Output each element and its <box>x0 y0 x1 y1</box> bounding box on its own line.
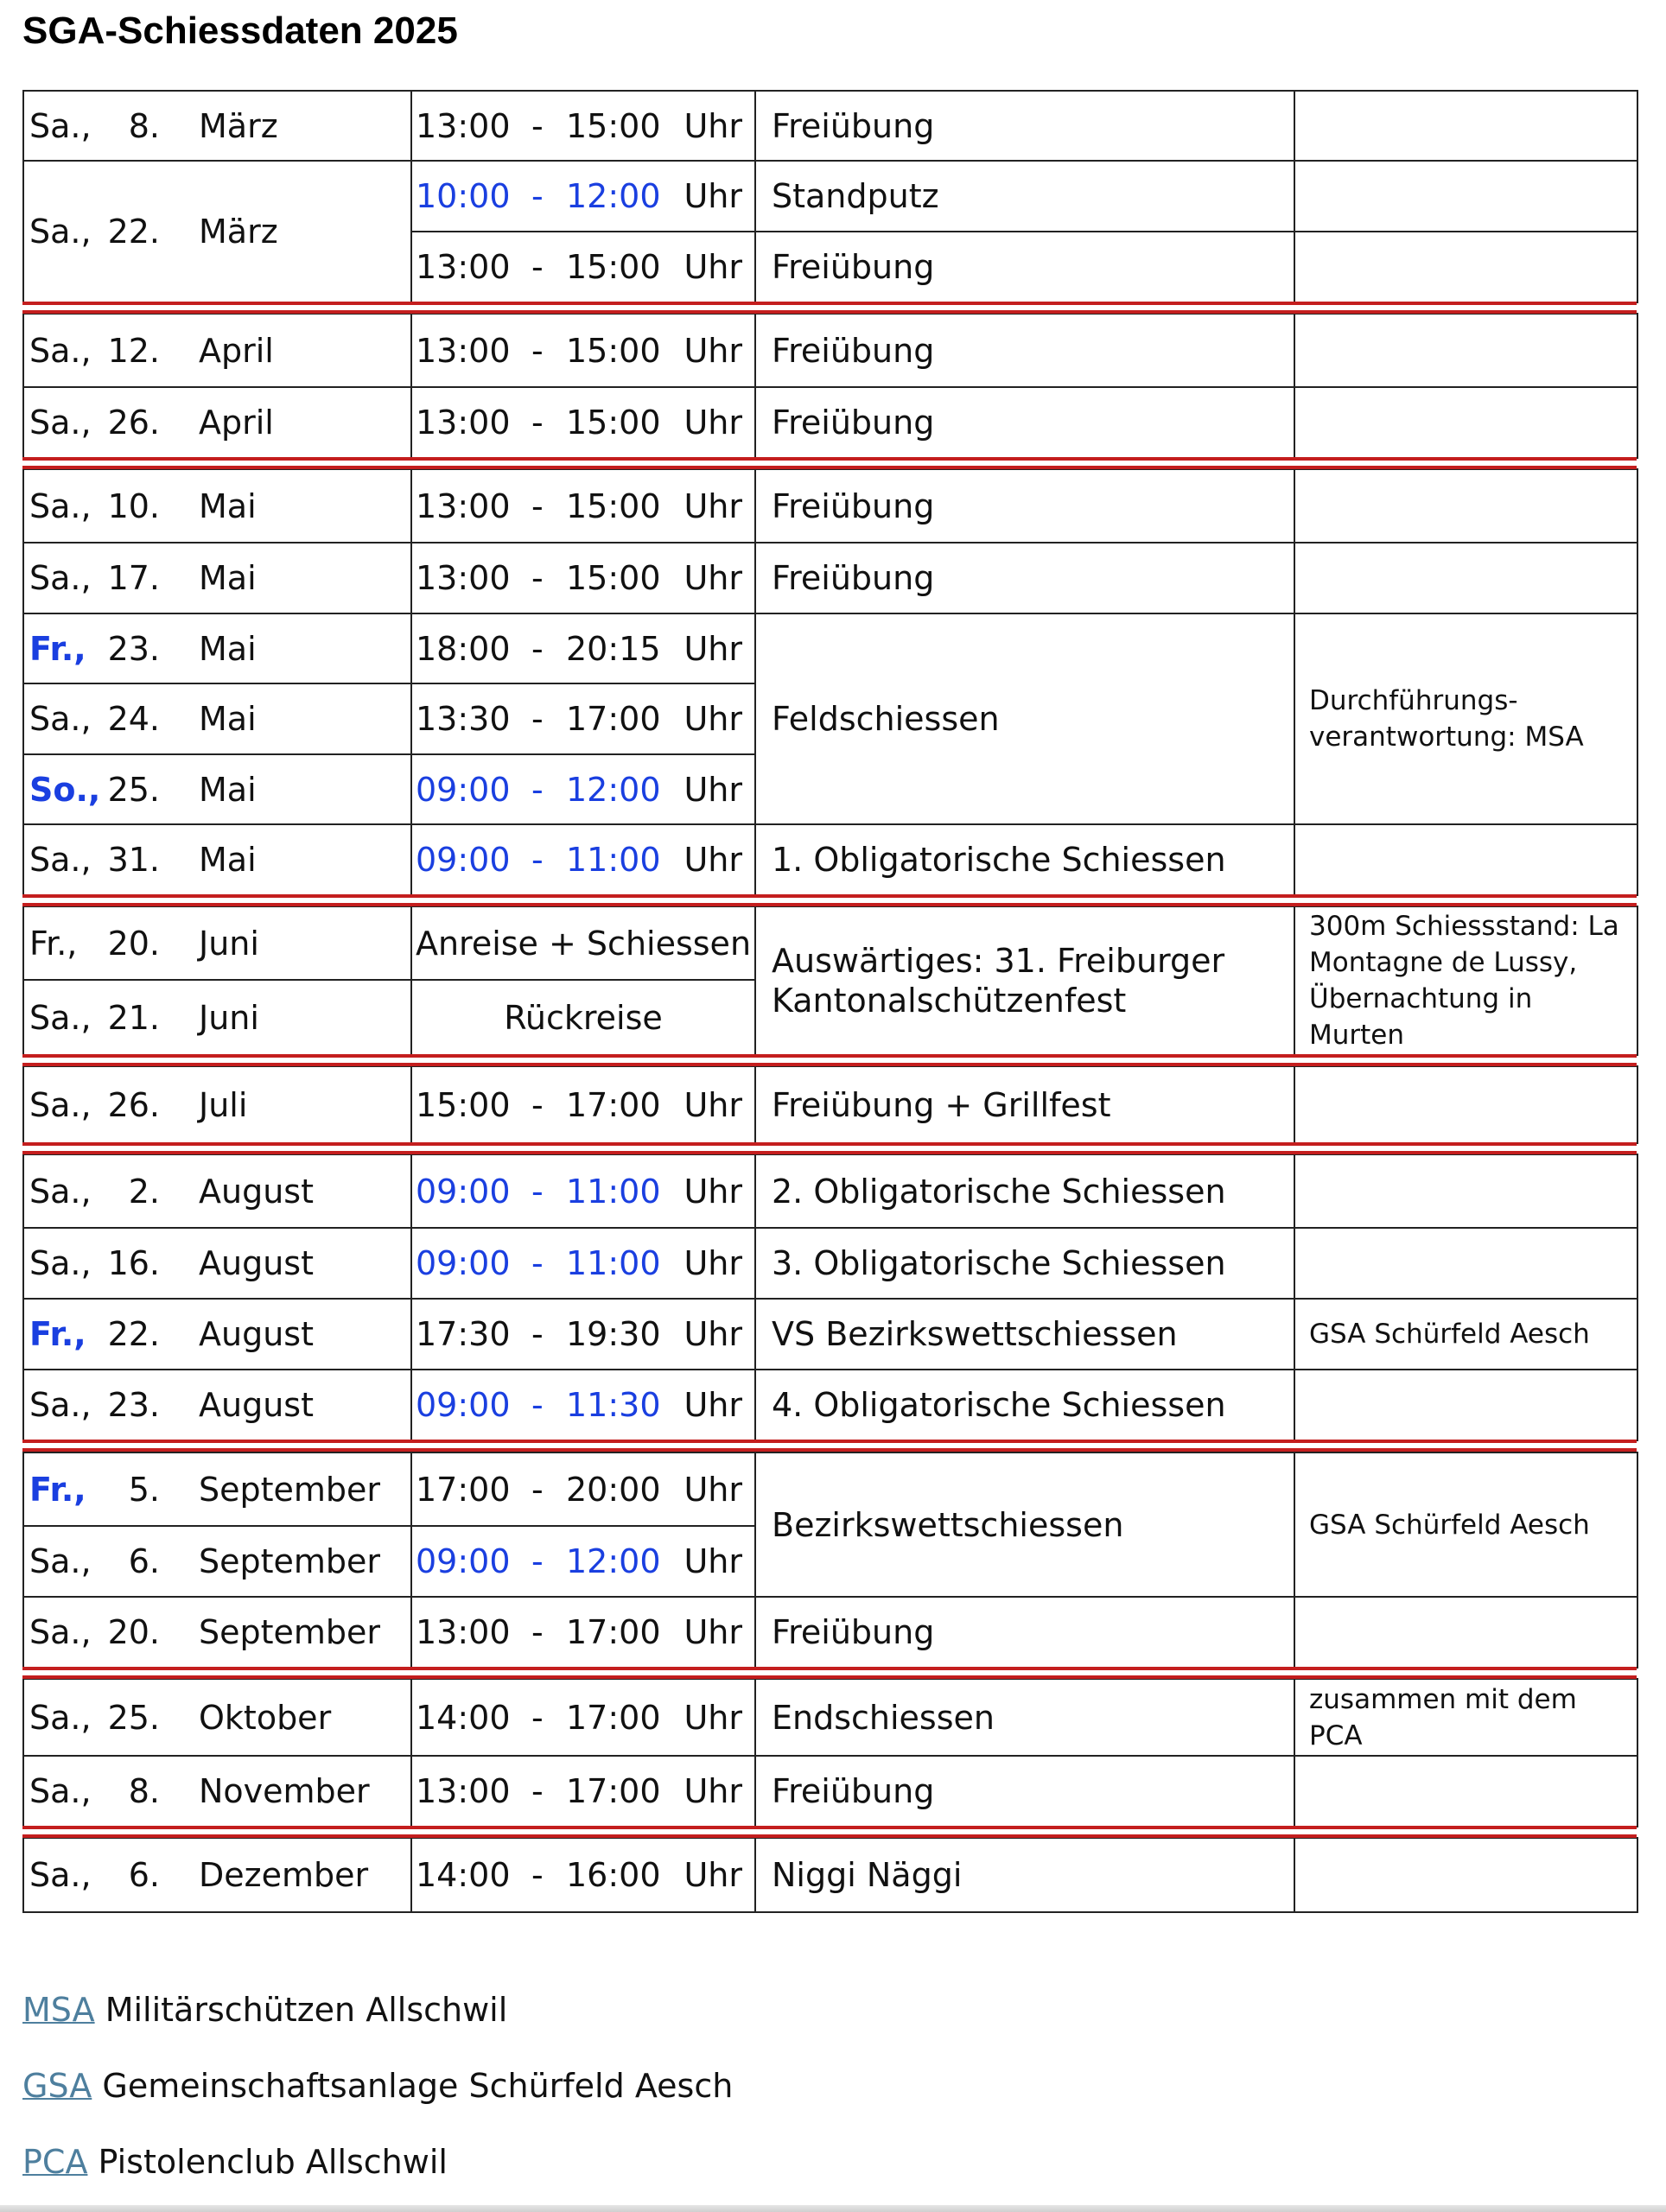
date-day: 22. <box>107 1315 160 1353</box>
date-day: 8. <box>128 1772 160 1810</box>
date-month: August <box>199 1315 314 1353</box>
time-dash: - <box>531 106 544 145</box>
date-month: Oktober <box>199 1698 332 1737</box>
table-row-11-event: Auswärtiges: 31. Freiburger Kantonalschützenfest <box>754 906 1295 1056</box>
time-end: 17:00 <box>566 700 661 738</box>
date-weekday: Fr., <box>29 1470 86 1509</box>
table-row-16-time <box>410 1298 756 1370</box>
table-row-18-note: GSA Schürfeld Aesch <box>1294 1452 1638 1598</box>
time-end: 17:00 <box>566 1085 661 1124</box>
time-start: 13:00 <box>416 1613 511 1651</box>
time-dash: - <box>531 1470 544 1509</box>
time-unit: Uhr <box>684 841 742 879</box>
date-month: September <box>199 1470 381 1509</box>
table-row-9-time <box>410 753 756 825</box>
table-row-12-time <box>410 979 756 1056</box>
table-row-2-note <box>1294 231 1638 303</box>
date-weekday: So., <box>29 770 101 809</box>
date-day: 20. <box>107 924 160 963</box>
date-month: April <box>199 404 274 442</box>
table-row-1-event: Standputz <box>754 160 1295 232</box>
table-row-12-date <box>22 979 412 1056</box>
table-row-20-event: Freiübung <box>754 1596 1295 1669</box>
table-row-6-note <box>1294 542 1638 614</box>
time-dash: - <box>531 1542 544 1580</box>
table-row-5-time <box>410 468 756 543</box>
time-start: 18:00 <box>416 629 511 668</box>
table-row-23-event: Niggi Näggi <box>754 1837 1295 1913</box>
time-end: 11:00 <box>566 841 661 879</box>
table-row-17-event: 4. Obligatorische Schiessen <box>754 1369 1295 1441</box>
time-start: 13:00 <box>416 106 511 145</box>
table-row-1-time <box>410 160 756 232</box>
table-row-9-date <box>22 753 412 825</box>
time-dash: - <box>531 1172 544 1211</box>
time-start: 13:00 <box>416 331 511 370</box>
time-unit: Uhr <box>684 1856 742 1894</box>
legend-text-gsa: Gemeinschaftsanlage Schürfeld Aesch <box>102 2067 734 2105</box>
time-end: 15:00 <box>566 248 661 286</box>
time-end: 12:00 <box>566 1542 661 1580</box>
month-separator-7 <box>22 1826 1637 1838</box>
time-dash: - <box>531 1386 544 1424</box>
table-row-0-date <box>22 90 412 162</box>
legend-item-pca <box>22 2141 448 2183</box>
date-weekday: Sa., <box>29 106 92 145</box>
table-row-13-date <box>22 1065 412 1144</box>
time-end: 12:00 <box>566 770 661 809</box>
date-month: März <box>199 213 278 251</box>
time-dash: - <box>531 331 544 370</box>
date-day: 26. <box>107 1085 160 1124</box>
table-row-20-time <box>410 1596 756 1669</box>
date-weekday: Sa., <box>29 700 92 738</box>
time-end: 12:00 <box>566 177 661 215</box>
month-separator-1 <box>22 457 1637 469</box>
date-day: 17. <box>107 559 160 597</box>
time-dash: - <box>531 1244 544 1282</box>
table-row-13-note <box>1294 1065 1638 1144</box>
table-row-0-note <box>1294 90 1638 162</box>
month-separator-4 <box>22 1142 1637 1154</box>
date-month: Mai <box>199 486 257 525</box>
date-day: 5. <box>128 1470 160 1509</box>
month-separator-5 <box>22 1440 1637 1452</box>
date-month: August <box>199 1244 314 1282</box>
date-day: 10. <box>107 486 160 525</box>
table-row-14-event: 2. Obligatorische Schiessen <box>754 1154 1295 1229</box>
table-row-4-time <box>410 386 756 459</box>
page-bottom-edge <box>0 2205 1666 2212</box>
date-weekday: Sa., <box>29 1856 92 1894</box>
month-separator-2 <box>22 894 1637 906</box>
time-dash: - <box>531 559 544 597</box>
time-start: 13:00 <box>416 486 511 525</box>
table-row-15-time <box>410 1227 756 1300</box>
date-month: Juni <box>199 998 259 1037</box>
time-start: 09:00 <box>416 1244 511 1282</box>
month-separator-3 <box>22 1054 1637 1066</box>
legend-item-gsa <box>22 2065 733 2107</box>
date-day: 12. <box>107 331 160 370</box>
table-row-23-note <box>1294 1837 1638 1913</box>
table-row-15-date <box>22 1227 412 1300</box>
legend-item-msa <box>22 1989 507 2031</box>
table-row-11-date <box>22 906 412 981</box>
time-dash: - <box>531 1698 544 1737</box>
table-row-14-time <box>410 1154 756 1229</box>
time-start: 14:00 <box>416 1698 511 1737</box>
table-row-14-note <box>1294 1154 1638 1229</box>
time-end: 15:00 <box>566 404 661 442</box>
date-weekday: Sa., <box>29 559 92 597</box>
table-row-10-time <box>410 823 756 896</box>
table-row-3-time <box>410 313 756 388</box>
table-row-13-event: Freiübung + Grillfest <box>754 1065 1295 1144</box>
time-dash: - <box>531 404 544 442</box>
table-row-19-date <box>22 1525 412 1598</box>
table-row-6-date <box>22 542 412 614</box>
time-unit: Uhr <box>684 1085 742 1124</box>
time-end: 11:00 <box>566 1244 661 1282</box>
time-end: 15:00 <box>566 331 661 370</box>
table-row-22-time <box>410 1755 756 1827</box>
time-unit: Uhr <box>684 629 742 668</box>
table-row-22-note <box>1294 1755 1638 1827</box>
time-start: 15:00 <box>416 1085 511 1124</box>
table-row-7-event: Feldschiessen <box>754 613 1295 825</box>
table-row-18-date <box>22 1452 412 1527</box>
time-start: 09:00 <box>416 1172 511 1211</box>
time-start: 10:00 <box>416 177 511 215</box>
time-unit: Uhr <box>684 404 742 442</box>
date-weekday: Sa., <box>29 213 92 251</box>
table-row-16-event: VS Bezirkswettschiessen <box>754 1298 1295 1370</box>
table-row-3-date <box>22 313 412 388</box>
date-month: Mai <box>199 629 257 668</box>
time-dash: - <box>531 1613 544 1651</box>
date-weekday: Sa., <box>29 998 92 1037</box>
table-row-10-event: 1. Obligatorische Schiessen <box>754 823 1295 896</box>
date-day: 20. <box>107 1613 160 1651</box>
time-dash: - <box>531 1856 544 1894</box>
time-dash: - <box>531 841 544 879</box>
time-end: 19:30 <box>566 1315 661 1353</box>
month-separator-6 <box>22 1667 1637 1679</box>
date-weekday: Fr., <box>29 924 78 963</box>
time-start: 13:00 <box>416 1772 511 1810</box>
date-day: 23. <box>107 1386 160 1424</box>
time-dash: - <box>531 177 544 215</box>
date-day: 25. <box>107 1698 160 1737</box>
time-start: 09:00 <box>416 1386 511 1424</box>
table-row-22-event: Freiübung <box>754 1755 1295 1827</box>
date-weekday: Sa., <box>29 486 92 525</box>
date-month: Mai <box>199 700 257 738</box>
date-weekday: Sa., <box>29 1613 92 1651</box>
time-start: 17:30 <box>416 1315 511 1353</box>
date-month: August <box>199 1386 314 1424</box>
table-row-18-event: Bezirkswettschiessen <box>754 1452 1295 1598</box>
time-dash: - <box>531 1772 544 1810</box>
time-unit: Uhr <box>684 331 742 370</box>
table-row-15-note <box>1294 1227 1638 1300</box>
table-row-0-time <box>410 90 756 162</box>
date-weekday: Sa., <box>29 841 92 879</box>
time-unit: Uhr <box>684 770 742 809</box>
table-row-1-note <box>1294 160 1638 232</box>
table-row-13-time <box>410 1065 756 1144</box>
time-end: 11:00 <box>566 1172 661 1211</box>
table-row-10-date <box>22 823 412 896</box>
table-row-5-date <box>22 468 412 543</box>
date-day: 6. <box>128 1856 160 1894</box>
date-weekday: Sa., <box>29 1698 92 1737</box>
date-day: 8. <box>128 106 160 145</box>
date-day: 23. <box>107 629 160 668</box>
date-day: 22. <box>107 213 160 251</box>
date-month: Mai <box>199 841 257 879</box>
table-row-6-time <box>410 542 756 614</box>
time-unit: Uhr <box>684 1542 742 1580</box>
time-start: 09:00 <box>416 1542 511 1580</box>
time-end: 15:00 <box>566 486 661 525</box>
time-unit: Uhr <box>684 486 742 525</box>
time-start: 13:30 <box>416 700 511 738</box>
date-month: November <box>199 1772 370 1810</box>
date-day: 2. <box>128 1172 160 1211</box>
time-text: Rückreise <box>504 998 663 1037</box>
date-weekday: Sa., <box>29 404 92 442</box>
time-end: 20:00 <box>566 1470 661 1509</box>
time-dash: - <box>531 770 544 809</box>
table-row-11-note: 300m Schiessstand: La Montagne de Lussy, Übernachtung in Murten <box>1294 906 1638 1056</box>
date-weekday: Sa., <box>29 331 92 370</box>
date-day: 16. <box>107 1244 160 1282</box>
month-separator-0 <box>22 302 1637 314</box>
date-weekday: Sa., <box>29 1772 92 1810</box>
time-end: 16:00 <box>566 1856 661 1894</box>
date-weekday: Sa., <box>29 1386 92 1424</box>
time-unit: Uhr <box>684 1315 742 1353</box>
table-row-5-note <box>1294 468 1638 543</box>
table-row-4-note <box>1294 386 1638 459</box>
table-row-23-date <box>22 1837 412 1913</box>
table-row-7-time <box>410 613 756 684</box>
date-day: 21. <box>107 998 160 1037</box>
time-start: 17:00 <box>416 1470 511 1509</box>
time-unit: Uhr <box>684 1470 742 1509</box>
table-row-4-date <box>22 386 412 459</box>
table-row-19-time <box>410 1525 756 1598</box>
table-row-15-event: 3. Obligatorische Schiessen <box>754 1227 1295 1300</box>
date-day: 24. <box>107 700 160 738</box>
date-weekday: Sa., <box>29 1542 92 1580</box>
time-unit: Uhr <box>684 700 742 738</box>
time-end: 15:00 <box>566 559 661 597</box>
table-row-21-date <box>22 1678 412 1757</box>
table-row-21-note: zusammen mit dem PCA <box>1294 1678 1638 1757</box>
time-end: 17:00 <box>566 1772 661 1810</box>
time-text: Anreise + Schiessen <box>415 924 752 963</box>
time-unit: Uhr <box>684 1244 742 1282</box>
time-start: 13:00 <box>416 404 511 442</box>
legend-text-pca: Pistolenclub Allschwil <box>98 2143 448 2181</box>
time-dash: - <box>531 629 544 668</box>
date-month: März <box>199 106 278 145</box>
time-dash: - <box>531 248 544 286</box>
time-unit: Uhr <box>684 1698 742 1737</box>
time-dash: - <box>531 1085 544 1124</box>
date-day: 6. <box>128 1542 160 1580</box>
table-row-17-time <box>410 1369 756 1441</box>
time-start: 13:00 <box>416 559 511 597</box>
date-month: April <box>199 331 274 370</box>
time-dash: - <box>531 486 544 525</box>
time-end: 20:15 <box>566 629 661 668</box>
time-unit: Uhr <box>684 1613 742 1651</box>
date-weekday: Sa., <box>29 1172 92 1211</box>
date-month: Mai <box>199 770 257 809</box>
time-end: 17:00 <box>566 1698 661 1737</box>
date-month: August <box>199 1172 314 1211</box>
table-row-16-date <box>22 1298 412 1370</box>
table-row-1-date <box>22 160 412 303</box>
table-row-18-time <box>410 1452 756 1527</box>
time-end: 17:00 <box>566 1613 661 1651</box>
date-weekday: Sa., <box>29 1085 92 1124</box>
time-unit: Uhr <box>684 1386 742 1424</box>
table-row-3-event: Freiübung <box>754 313 1295 388</box>
date-weekday: Fr., <box>29 1315 86 1353</box>
legend-abbr-gsa[interactable]: GSA <box>22 2067 92 2105</box>
table-row-22-date <box>22 1755 412 1827</box>
time-unit: Uhr <box>684 1772 742 1810</box>
time-start: 13:00 <box>416 248 511 286</box>
table-row-20-date <box>22 1596 412 1669</box>
legend-text-msa: Militärschützen Allschwil <box>105 1991 508 2029</box>
table-row-7-date <box>22 613 412 684</box>
legend-abbr-msa[interactable]: MSA <box>22 1991 95 2029</box>
date-weekday: Fr., <box>29 629 86 668</box>
time-end: 15:00 <box>566 106 661 145</box>
date-month: Juli <box>199 1085 248 1124</box>
time-start: 09:00 <box>416 770 511 809</box>
time-unit: Uhr <box>684 559 742 597</box>
table-row-21-event: Endschiessen <box>754 1678 1295 1757</box>
table-row-4-event: Freiübung <box>754 386 1295 459</box>
time-start: 09:00 <box>416 841 511 879</box>
time-unit: Uhr <box>684 248 742 286</box>
time-dash: - <box>531 1315 544 1353</box>
date-month: Mai <box>199 559 257 597</box>
date-day: 26. <box>107 404 160 442</box>
date-month: September <box>199 1613 381 1651</box>
table-row-20-note <box>1294 1596 1638 1669</box>
date-month: Dezember <box>199 1856 369 1894</box>
table-row-7-note: Durchführungs-verantwortung: MSA <box>1294 613 1638 825</box>
table-row-23-time <box>410 1837 756 1913</box>
table-row-14-date <box>22 1154 412 1229</box>
table-row-8-date <box>22 683 412 755</box>
table-row-2-event: Freiübung <box>754 231 1295 303</box>
table-row-17-date <box>22 1369 412 1441</box>
time-dash: - <box>531 700 544 738</box>
table-row-3-note <box>1294 313 1638 388</box>
time-unit: Uhr <box>684 1172 742 1211</box>
date-month: September <box>199 1542 381 1580</box>
legend-abbr-pca[interactable]: PCA <box>22 2143 88 2181</box>
table-row-17-note <box>1294 1369 1638 1441</box>
date-month: Juni <box>199 924 259 963</box>
table-row-8-time <box>410 683 756 755</box>
table-row-10-note <box>1294 823 1638 896</box>
date-day: 25. <box>107 770 160 809</box>
table-row-0-event: Freiübung <box>754 90 1295 162</box>
table-row-11-time <box>410 906 756 981</box>
table-row-6-event: Freiübung <box>754 542 1295 614</box>
date-weekday: Sa., <box>29 1244 92 1282</box>
table-row-16-note: GSA Schürfeld Aesch <box>1294 1298 1638 1370</box>
table-row-21-time <box>410 1678 756 1757</box>
time-start: 14:00 <box>416 1856 511 1894</box>
page-title: SGA-Schiessdaten 2025 <box>22 10 458 52</box>
table-row-5-event: Freiübung <box>754 468 1295 543</box>
time-end: 11:30 <box>566 1386 661 1424</box>
time-unit: Uhr <box>684 177 742 215</box>
time-unit: Uhr <box>684 106 742 145</box>
table-row-2-time <box>410 231 756 303</box>
date-day: 31. <box>107 841 160 879</box>
